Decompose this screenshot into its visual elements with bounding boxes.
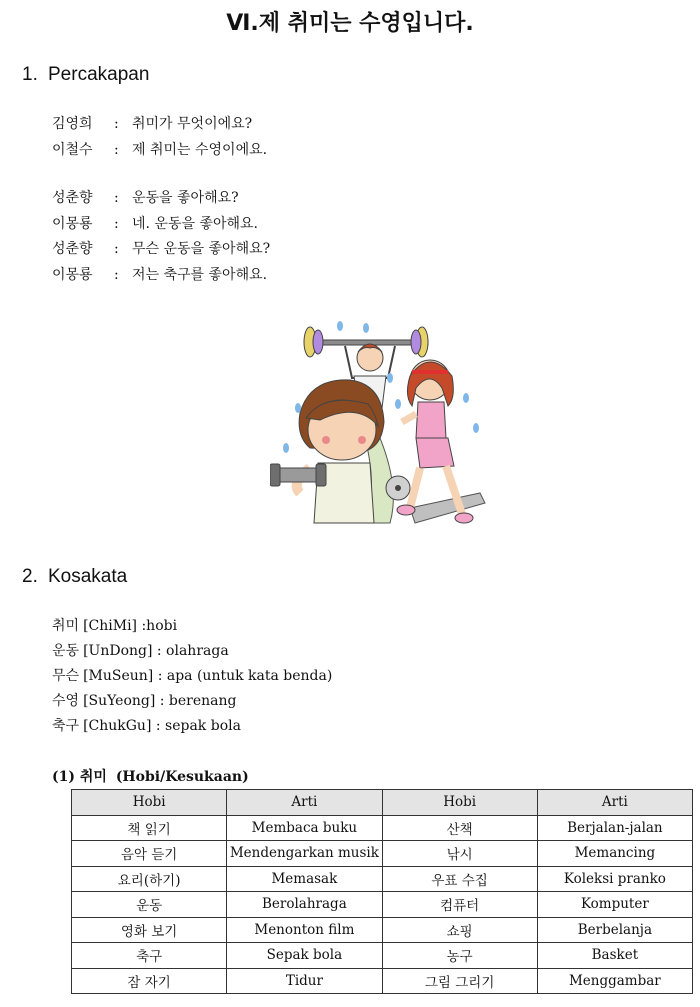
dialogue-text: 취미가 무엇이에요? [132,116,253,132]
dialogue-text: 무슨 운동을 좋아해요? [132,241,271,257]
column-header: Hobi [72,790,227,816]
table-cell: 산책 [382,815,537,841]
dialogue-text: 저는 축구를 좋아해요. [132,266,268,283]
vocab-item [52,639,332,664]
dialogue-block-1 [52,112,267,163]
table-cell: 컴퓨터 [382,892,537,918]
subheading-label: (Hobi/Kesukaan) [115,769,249,785]
speaker-name: 이몽룡 [52,266,93,283]
vocab-definition: [ChukGu] : sepak bola [83,718,241,734]
table-cell: Koleksi pranko [537,866,692,892]
table-cell: 축구 [72,943,227,969]
dialogue-line [52,263,270,289]
vocabulary-list [52,614,332,739]
dialogue-text: 운동을 좋아해요? [132,190,239,206]
table-cell: 쇼핑 [382,917,537,943]
colon: : [114,116,119,132]
table-cell: Membaca buku [227,815,382,841]
vocab-korean: 수영 [52,693,80,709]
treadmill-icon [410,493,485,523]
table-cell: Menggambar [537,968,692,994]
table-cell: Memasak [227,866,382,892]
vocab-korean: 취미 [52,618,80,634]
speaker-name: 성춘향 [52,241,93,257]
dialogue-text: 제 취미는 수영이에요. [132,141,268,158]
subheading-korean: 취미 [79,769,107,785]
illustration-svg [270,318,490,533]
dialogue-line [52,212,270,238]
table-header-row [72,790,693,816]
table-row [72,815,693,841]
table-cell: Tidur [227,968,382,994]
vocab-item [52,664,332,689]
table-cell: Memancing [537,841,692,867]
table-cell: Berolahraga [227,892,382,918]
vocab-korean: 운동 [52,643,80,659]
hobby-table [71,789,693,994]
table-cell: Berbelanja [537,917,692,943]
page-title: Ⅵ.제 취미는 수영입니다. [226,11,474,36]
column-header: Arti [537,790,692,816]
colon: : [114,190,119,206]
people-exercising-illustration [270,318,490,533]
dialogue-block-2 [52,186,270,288]
table-cell: Basket [537,943,692,969]
hobby-table-heading [52,766,249,786]
vocab-definition: [SuYeong] : berenang [83,693,237,709]
table-cell: 우표 수집 [382,866,537,892]
table-cell: 운동 [72,892,227,918]
table-cell: Mendengarkan musik [227,841,382,867]
table-cell: Menonton film [227,917,382,943]
speaker-name: 김영희 [52,116,93,132]
subheading-number: (1) [52,769,75,785]
speaker-name: 성춘향 [52,190,93,206]
section-heading-percakapan [22,64,149,86]
table-row [72,943,693,969]
dialogue-line [52,186,270,212]
table-cell: 요리(하기) [72,866,227,892]
vocab-definition: [MuSeun] : apa (untuk kata benda) [83,668,333,684]
table-cell: 음악 듣기 [72,841,227,867]
table-row [72,866,693,892]
dialogue-text: 네. 운동을 좋아해요. [132,215,258,232]
vocab-definition: [UnDong] : olahraga [83,643,229,659]
table-cell: 그림 그리기 [382,968,537,994]
table-cell: 잠 자기 [72,968,227,994]
dialogue-line [52,237,270,263]
vocab-korean: 무슨 [52,668,80,684]
vocab-item [52,689,332,714]
vocab-item [52,614,332,639]
table-row [72,968,693,994]
table-row [72,917,693,943]
table-row [72,892,693,918]
column-header: Hobi [382,790,537,816]
table-cell: Berjalan-jalan [537,815,692,841]
section-heading-kosakata [22,566,127,588]
table-cell: 영화 보기 [72,917,227,943]
speaker-name: 이몽룡 [52,215,93,232]
table-cell: 농구 [382,943,537,969]
colon: : [114,266,119,283]
colon: : [114,215,119,232]
vocab-item [52,714,332,739]
table-cell: Sepak bola [227,943,382,969]
section-number: 1. [22,64,38,85]
table-cell: Komputer [537,892,692,918]
table-cell: 책 읽기 [72,815,227,841]
speaker-name: 이철수 [52,141,93,158]
column-header: Arti [227,790,382,816]
section-title: Kosakata [48,566,128,587]
colon: : [114,141,119,158]
vocab-korean: 축구 [52,718,80,734]
section-title: Percakapan [48,64,150,85]
table-cell: 낚시 [382,841,537,867]
dumbbell-icon [274,468,322,482]
vocab-definition: [ChiMi] :hobi [83,618,178,634]
dialogue-line [52,138,267,164]
colon: : [114,241,119,257]
dialogue-line [52,112,267,138]
section-number: 2. [22,566,38,587]
table-row [72,841,693,867]
